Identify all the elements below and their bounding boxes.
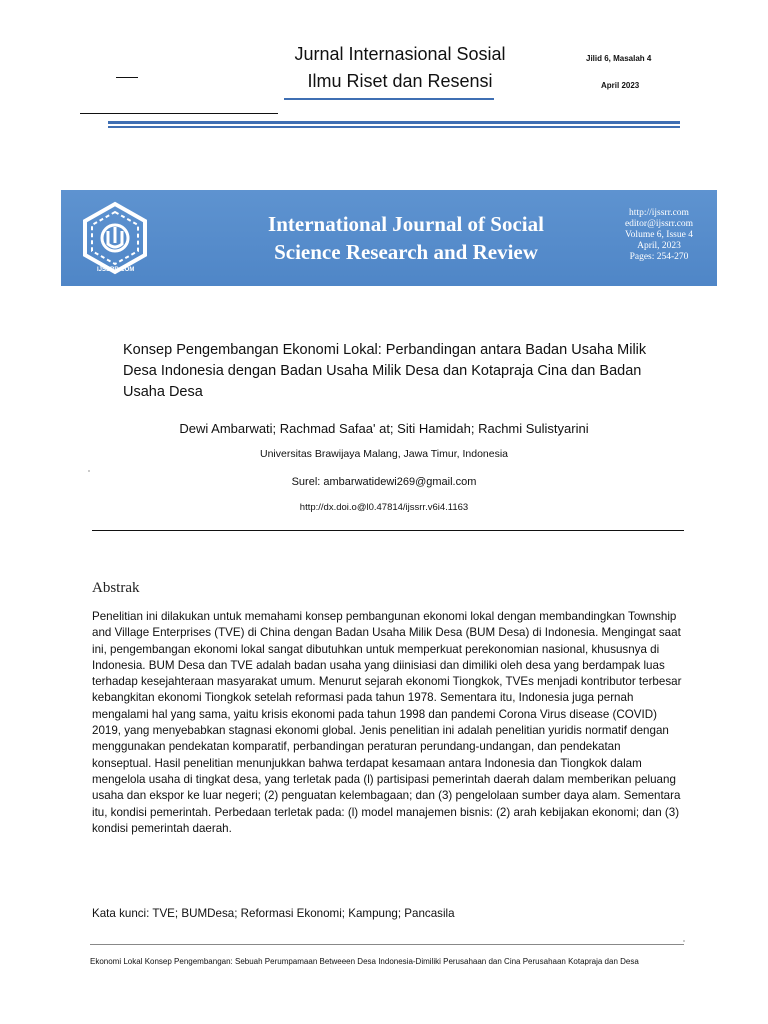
authors: Dewi Ambarwati; Rachmad Safaa' at; Siti Hamidah; Rachmi Sulistyarini	[179, 421, 589, 436]
banner-date: April, 2023	[637, 241, 681, 251]
abstract-body: Penelitian ini dilakukan untuk memahami konsep pembangunan ekonomi lokal dengan membandingkan Township and Village Enterprises (TVE) di China dengan Badan Usaha Milik Desa (BUM Desa) di Indonesia. Mengingat saat ini, pengembangan ekonomi lokal sangat dibutuhkan untuk memperkuat perekonomian nasional, khususnya di Indonesia. BUM Desa dan TVE adalah badan usaha yang diinisiasi dan dimiliki oleh desa yang berdampak luas terhadap kesejahteraan masyarakat umum. Menurut sejarah ekonomi Tiongkok, TVEs menjadi kontributor terbesar kebangkitan ekonomi Tiongkok setelah reformasi pada tahun 1978. Sementara itu, Indonesia juga pernah mengalami hal yang sama, yaitu krisis ekonomi pada tahun 1998 dan pandemi Corona Virus disease (COVID) 2019, yang menyebabkan stagnasi ekonomi global. Jenis penelitian ini adalah penelitian yuridis normatif dengan menggunakan pendekatan komparatif, perbandingan peraturan perundang-undangan, dan pendekatan konseptual. Hasil penelitian menunjukkan bahwa terdapat kesamaan antara Indonesia dan Tiongkok dalam mengelola usaha di tingkat desa, yang terletak pada (l) partisipasi pemerintah daerah dalam memberikan peluang usaha dan ekspor ke luar negeri; (2) penguatan kelembagaan; dan (3) pengelolaan sumber daya alam. Sementara itu, kondisi pemerintah. Perbedaan terletak pada: (l) model manajemen bisnis: (2) arah kebijakan ekonomi; dan (3) kondisi pemerintah daerah.	[92, 610, 682, 835]
banner-meta	[609, 208, 709, 263]
header-band-top	[108, 121, 680, 124]
paper-title: Konsep Pengembangan Ekonomi Lokal: Perbandingan antara Badan Usaha Milik Desa Indonesia dengan Badan Usaha Milik Desa dan Kotapraja Cina dan Badan Usaha Desa	[123, 342, 647, 400]
banner-title-line1: International Journal of Social	[268, 212, 544, 236]
banner-volume: Volume 6, Issue 4	[625, 230, 693, 240]
doi-link[interactable]: http://dx.doi.o@l0.47814/ijssrr.v6i4.1163	[299, 502, 469, 513]
journal-banner	[61, 190, 717, 286]
banner-email-link[interactable]: editor@ijssrr.com	[624, 219, 694, 229]
title-block-divider	[92, 530, 684, 531]
title-underline	[284, 98, 494, 100]
header-left-rule	[80, 113, 278, 114]
journal-title-line2: Ilmu Riset dan Resensi	[307, 71, 493, 91]
scan-speck	[683, 940, 685, 942]
journal-logo-icon	[75, 198, 155, 278]
header-short-rule	[116, 77, 138, 78]
journal-title-line1: Jurnal Internasional Sosial	[294, 44, 506, 64]
volume-issue: Jilid 6, Masalah 4	[586, 54, 652, 63]
email-link[interactable]: Surel: ambarwatidewi269@gmail.com	[291, 476, 477, 488]
logo-caption: IJSSRR.COM	[97, 267, 135, 273]
banner-website-link[interactable]: http://ijssrr.com	[629, 208, 689, 218]
banner-pages: Pages: 254-270	[629, 252, 689, 262]
running-footer: Ekonomi Lokal Konsep Pengembangan: Sebuah Perumpamaan Betweeen Desa Indonesia-Dimiliki Perusahaan dan Cina Perusahaan Kotapraja dan Desa	[90, 957, 639, 966]
abstract-heading: Abstrak	[92, 580, 140, 596]
keywords: Kata kunci: TVE; BUMDesa; Reformasi Ekonomi; Kampung; Pancasila	[92, 907, 455, 920]
scan-speck	[88, 470, 90, 472]
header-band-bottom	[108, 126, 680, 128]
banner-title-line2: Science Research and Review	[274, 240, 538, 264]
footer-divider	[90, 944, 684, 945]
issue-date: April 2023	[601, 81, 640, 90]
affiliation: Universitas Brawijaya Malang, Jawa Timur, Indonesia	[259, 448, 509, 460]
banner-title	[211, 210, 601, 266]
